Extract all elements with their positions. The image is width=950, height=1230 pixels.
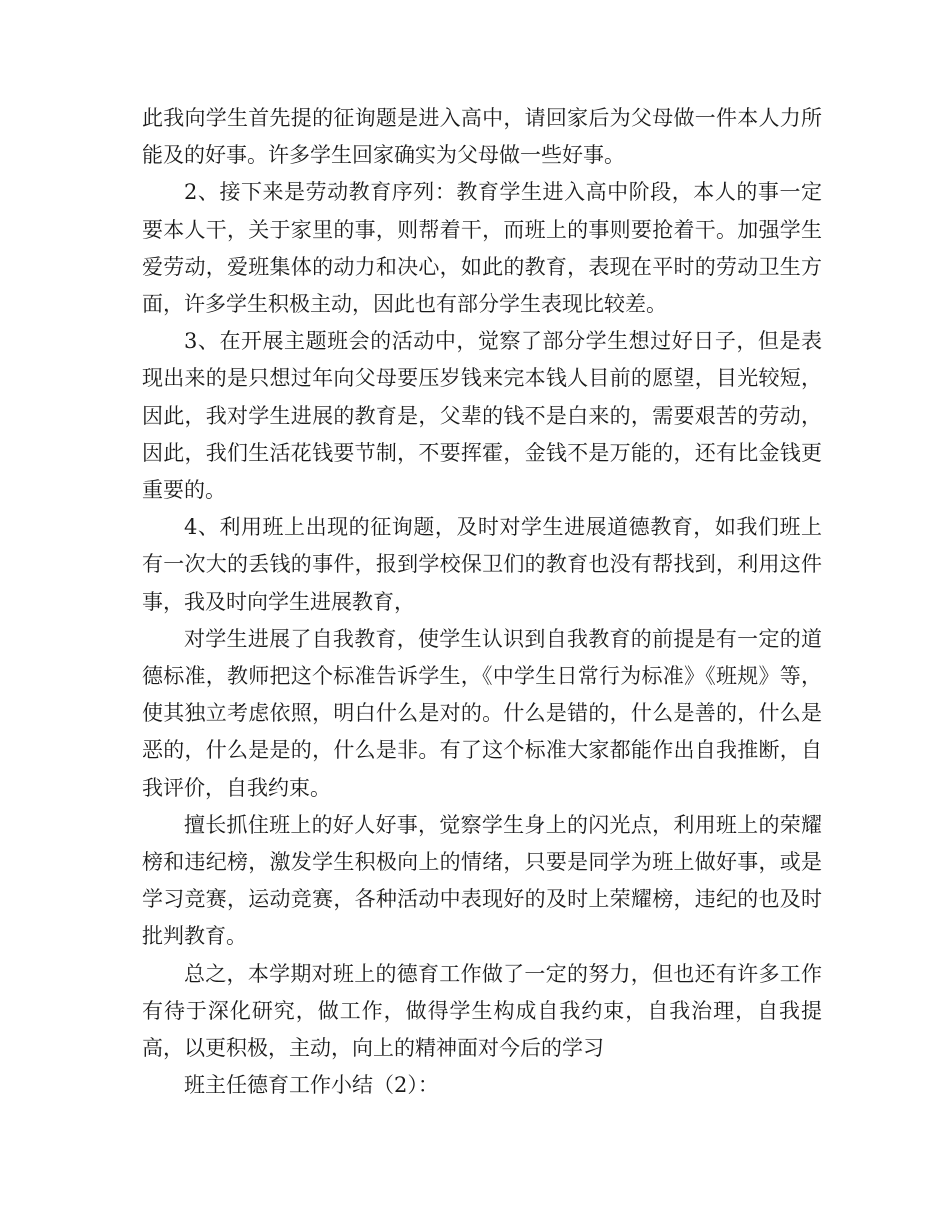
document-page — [142, 100, 822, 1104]
paragraph-item-4: 4、利用班上出现的征询题，及时对学生进展道德教育，如我们班上有一次大的丢钱的事件，报到学校保卫们的教育也没有帮找到，利用这件事，我及时向学生进展教育， — [142, 515, 822, 614]
paragraph-summary: 总之，本学期对班上的德育工作做了一定的努力，但也还有许多工作有待于深化研究，做工作，做得学生构成自我约束，自我治理，自我提高，以更积极，主动，向上的精神面对今后的学习 — [142, 961, 822, 1061]
paragraph-good-deeds: 擅长抓住班上的好人好事，觉察学生身上的闪光点，利用班上的荣耀榜和违纪榜，激发学生积极向上的情绪，只要是同学为班上做好事，或是学习竞赛，运动竞赛，各种活动中表现好的及时上荣耀榜，违纪的也及时批判教育。 — [142, 812, 822, 949]
paragraph-item-2: 2、接下来是劳动教育序列：教育学生进入高中阶段，本人的事一定要本人干，关于家里的事，则帮着干，而班上的事则要抢着干。加强学生爱劳动，爱班集体的动力和决心，如此的教育，表现在平时的劳动卫生方面，许多学生积极主动，因此也有部分学生表现比较差。 — [142, 180, 822, 317]
section-heading: 班主任德育工作小结（2）： — [184, 1073, 439, 1098]
paragraph-item-3: 3、在开展主题班会的活动中，觉察了部分学生想过好日子，但是表现出来的是只想过年向父母要压岁钱来完本钱人目前的愿望，目光较短，因此，我对学生进展的教育是，父辈的钱不是白来的，需要艰苦的劳动，因此，我们生活花钱要节制，不要挥霍，金钱不是万能的，还有比金钱更重要的。 — [142, 329, 822, 503]
paragraph-self-education: 对学生进展了自我教育，使学生认识到自我教育的前提是有一定的道德标准，教师把这个标准告诉学生，《中学生日常行为标准》《班规》等，使其独立考虑依照，明白什么是对的。什么是错的，什么是善的，什么是恶的，什么是是的，什么是非。有了这个标准大家都能作出自我推断，自我评价，自我约束。 — [142, 626, 822, 800]
paragraph-continuation: 此我向学生首先提的征询题是进入高中，请回家后为父母做一件本人力所能及的好事。许多学生回家确实为父母做一些好事。 — [142, 106, 822, 168]
